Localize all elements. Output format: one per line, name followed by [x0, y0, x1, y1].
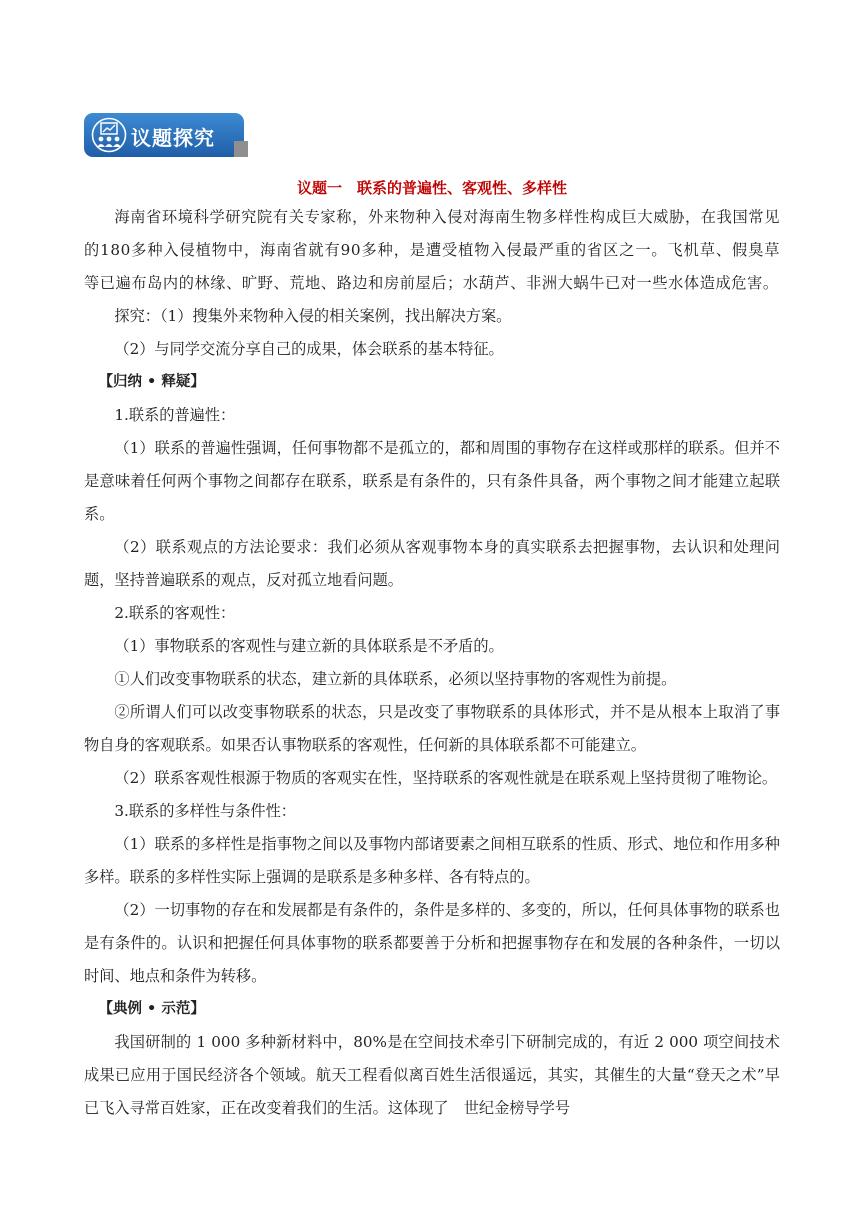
section-2-title: 2.联系的客观性： — [114, 604, 236, 622]
topic-title: 议题一 联系的普遍性、客观性、多样性 — [296, 179, 567, 197]
section-2-paragraph-4: （2）联系客观性根源于物质的客观实在性，坚持联系的客观性就是在联系观上坚持贯彻了唯物论。 — [114, 769, 778, 787]
section-1-title: 1.联系的普遍性： — [114, 406, 236, 424]
explore-item-1: 探究：（1）搜集外来物种入侵的相关案例，找出解决方案。 — [114, 307, 512, 325]
section-1-paragraph-1: （1）联系的普遍性强调，任何事物都不是孤立的，都和周围的事物存在这样或那样的联系。但并不是意味着任何两个事物之间都存在联系，联系是有条件的，只有条件具备，两个事物之间才能建立起联系。 — [84, 439, 780, 523]
example-heading: 【典例 • 示范】 — [98, 1001, 205, 1017]
section-3-paragraph-2: （2）一切事物的存在和发展都是有条件的，条件是多样的、多变的，所以，任何具体事物的联系也是有条件的。认识和把握任何具体事物的联系都要善于分析和把握事物存在和发展的各种条件，一切以时间、地点和条件为转移。 — [84, 901, 780, 985]
section-2-paragraph-1: （1）事物联系的客观性与建立新的具体联系是不矛盾的。 — [114, 637, 504, 655]
intro-paragraph: 海南省环境科学研究院有关专家称，外来物种入侵对海南生物多样性构成巨大威胁，在我国常见的180多种入侵植物中，海南省就有90多种，是遭受植物入侵最严重的省区之一。飞机草、假臭草等已遍布岛内的林缘、旷野、荒地、路边和房前屋后；水葫芦、非洲大蜗牛已对一些水体造成危害。 — [84, 208, 780, 292]
banner-title: 议题探究 — [131, 126, 215, 150]
section-1-paragraph-2: （2）联系观点的方法论要求：我们必须从客观事物本身的真实联系去把握事物，去认识和处理问题，坚持普遍联系的观点，反对孤立地看问题。 — [84, 538, 780, 589]
section-3-title: 3.联系的多样性与条件性： — [114, 802, 296, 820]
section-banner — [84, 113, 256, 159]
section-3-paragraph-1: （1）联系的多样性是指事物之间以及事物内部诸要素之间相互联系的性质、形式、地位和作用多种多样。联系的多样性实际上强调的是联系是多种多样、各有特点的。 — [84, 835, 780, 886]
section-2-paragraph-3: ②所谓人们可以改变事物联系的状态，只是改变了事物联系的具体形式，并不是从根本上取消了事物自身的客观联系。如果否认事物联系的客观性，任何新的具体联系都不可能建立。 — [84, 703, 780, 754]
document-body — [84, 175, 780, 1125]
explore-item-2: （2）与同学交流分享自己的成果，体会联系的基本特征。 — [114, 340, 504, 358]
banner-tab-decoration — [234, 141, 248, 157]
example-paragraph: 我国研制的 1 000 多种新材料中，80%是在空间技术牵引下研制完成的，有近 2 000 项空间技术成果已应用于国民经济各个领域。航天工程看似离百姓生活很遥远，其实，其催生的大量“登天之术”早已飞入寻常百姓家，正在改变着我们的生活。这体现了 世纪金榜导学号 — [84, 1033, 780, 1117]
people-presentation-icon — [90, 117, 128, 153]
section-2-paragraph-2: ①人们改变事物联系的状态，建立新的具体联系，必须以坚持事物的客观性为前提。 — [114, 670, 677, 688]
summary-heading: 【归纳 • 释疑】 — [98, 374, 205, 390]
